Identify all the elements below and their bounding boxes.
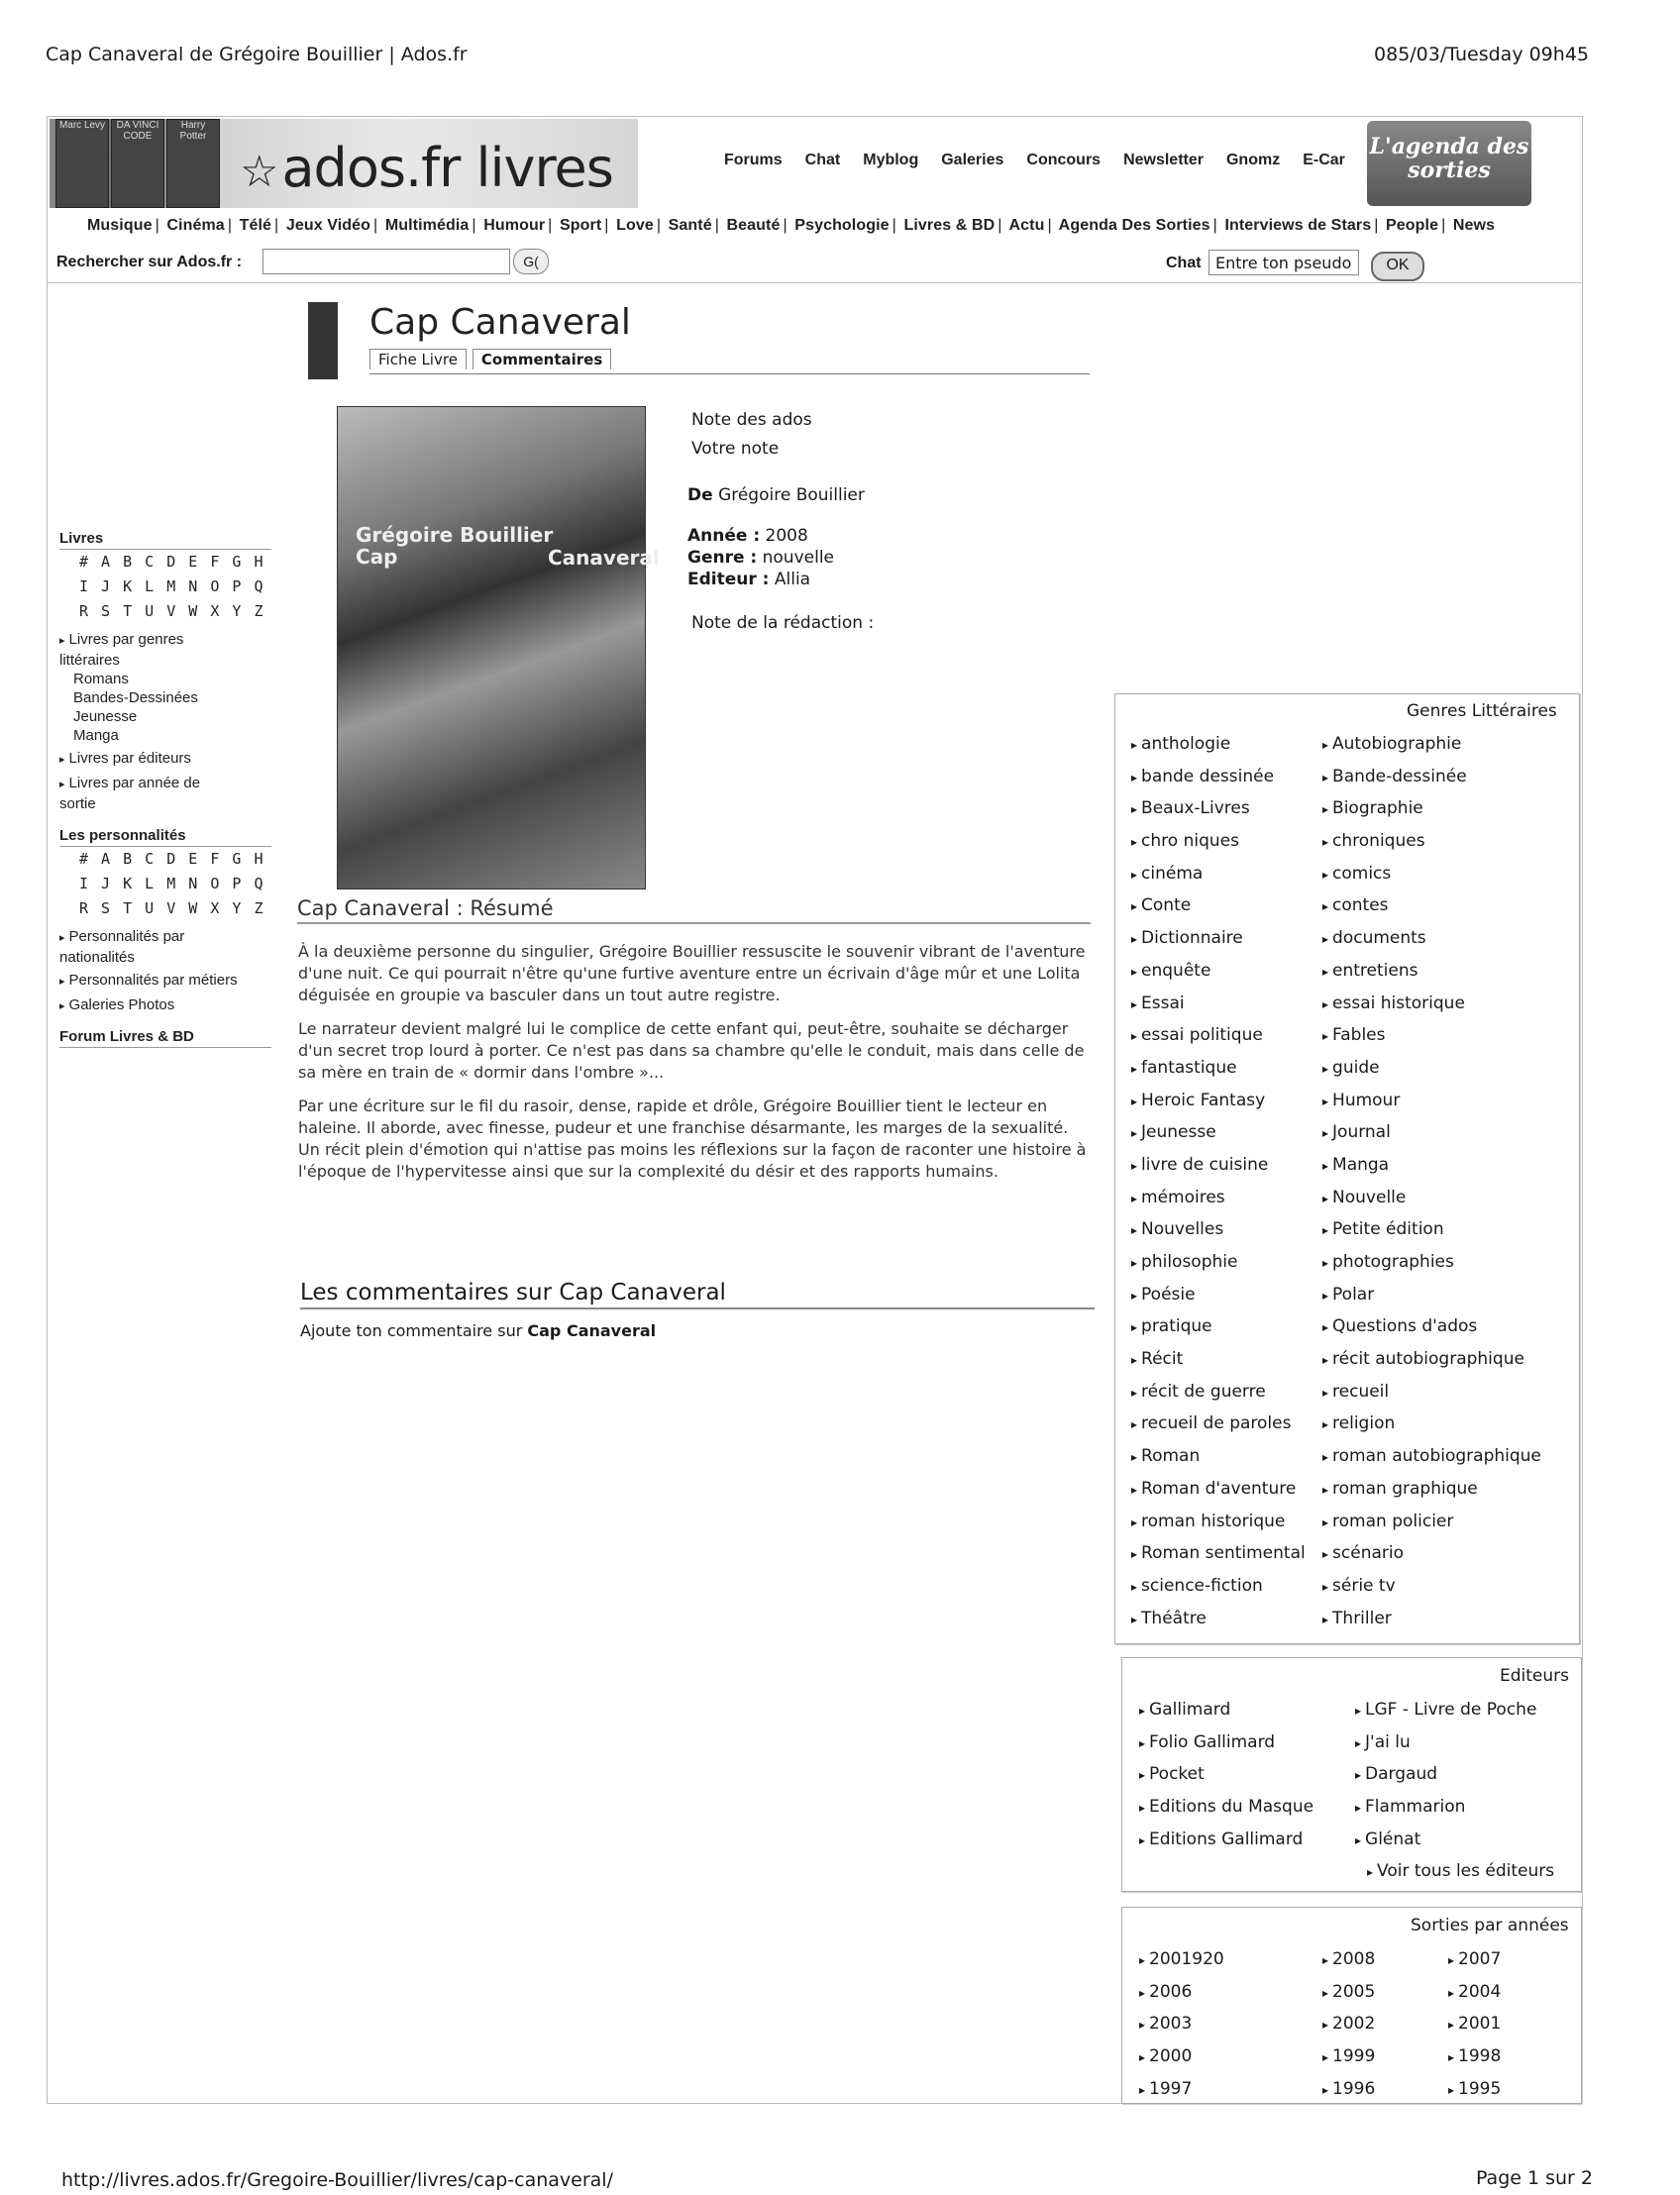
year-link[interactable]: ▸ 2007 — [1448, 1949, 1501, 1982]
genre-link[interactable]: ▸ contes — [1322, 895, 1541, 928]
cat-news[interactable]: News — [1452, 217, 1496, 234]
cat-cinema[interactable]: Cinéma — [166, 217, 225, 234]
sorties-title: Sorties par années — [1411, 1916, 1569, 1935]
genre-link[interactable]: ▸ livre de cuisine — [1131, 1155, 1306, 1188]
nav-chat[interactable]: Chat — [804, 152, 841, 168]
genre-link[interactable]: ▸ chroniques — [1322, 831, 1541, 864]
genre-link[interactable]: ▸ récit autobiographique — [1322, 1349, 1541, 1382]
genre-link[interactable]: ▸ Jeunesse — [1131, 1122, 1306, 1155]
cat-humour[interactable]: Humour — [483, 217, 546, 234]
genre-link[interactable]: ▸ pratique — [1131, 1316, 1306, 1349]
sidebar-personnalites-title[interactable]: Les personnalités — [59, 827, 271, 847]
sidebar-sub-jeunesse[interactable]: Jeunesse — [73, 708, 138, 725]
note-ados: Note des ados — [691, 410, 812, 430]
genre-link[interactable]: ▸ Thriller — [1322, 1609, 1541, 1641]
year-link[interactable]: ▸ 2002 — [1322, 2014, 1375, 2046]
genre-link[interactable]: ▸ essai politique — [1131, 1025, 1306, 1058]
nav-ecard[interactable]: E-Car — [1303, 152, 1345, 168]
genre-link[interactable]: ▸ documents — [1322, 928, 1541, 961]
genre-link[interactable]: ▸ Petite édition — [1322, 1219, 1541, 1252]
print-page-number: Page 1 sur 2 — [1475, 2167, 1593, 2189]
genres-title: Genres Littéraires — [1407, 701, 1557, 721]
genre-link[interactable]: ▸ guide — [1322, 1058, 1541, 1091]
alpha-index-personnalites[interactable]: # A B C D E F G H I J K L M N O P Q R S T U V W X Y Z — [79, 850, 265, 917]
genre-link[interactable]: ▸ religion — [1322, 1413, 1541, 1446]
genre-link[interactable]: ▸ Roman — [1131, 1446, 1306, 1479]
agenda-sorties-banner[interactable]: L'agenda des sorties — [1367, 121, 1531, 206]
print-title: Cap Canaveral de Grégoire Bouillier | Ados.fr — [46, 44, 468, 65]
genre-link[interactable]: ▸ recueil de paroles — [1131, 1413, 1306, 1446]
genre-link[interactable]: ▸ recueil — [1322, 1382, 1541, 1414]
genre-link[interactable]: ▸ Théâtre — [1131, 1609, 1306, 1641]
genre-link[interactable]: ▸ Essai — [1131, 993, 1306, 1026]
print-header — [46, 44, 1589, 65]
sidebar-forum-link[interactable]: Forum Livres & BD — [59, 1028, 271, 1048]
header-divider — [47, 282, 1581, 283]
print-datetime: 085/03/Tuesday 09h45 — [1374, 44, 1589, 65]
genre-link[interactable]: ▸ essai historique — [1322, 993, 1541, 1026]
editeurs-column-1 — [1139, 1700, 1313, 1861]
book-year: 2008 — [765, 526, 808, 546]
resume-title: Cap Canaveral : Résumé — [297, 896, 1091, 924]
cat-people[interactable]: People — [1386, 217, 1439, 234]
nav-newsletter[interactable]: Newsletter — [1123, 152, 1204, 168]
cover-author: Grégoire Bouillier Cap — [356, 523, 554, 569]
cat-love[interactable]: Love — [616, 217, 654, 234]
genres-column-2 — [1322, 734, 1541, 1640]
genres-column-1 — [1131, 734, 1306, 1640]
editeurs-title: Editeurs — [1500, 1666, 1570, 1686]
cat-agenda[interactable]: Agenda Des Sorties — [1058, 217, 1210, 234]
book-cover-image — [337, 406, 660, 889]
note-redaction: Note de la rédaction : — [691, 613, 875, 633]
genre-link[interactable]: ▸ roman graphique — [1322, 1479, 1541, 1512]
genre-link[interactable]: ▸ mémoires — [1131, 1188, 1306, 1220]
resume-text: À la deuxième personne du singulier, Grégoire Bouillier ressuscite le souvenir vibrant de l'aventure d'une nuit. Ce qui pourrait n'être qu'une furtive aventure entre un écrivain d'âge mûr et une Lolita déguisée en groupie va basculer dans un tout autre registre. Le narrateur devient malgré lui le complice de cette enfant qui, peut-être, souhaite se décharger d'un secret trop lourd à porter. Ce n'est pas dans sa chambre qu'elle le conduit, mais dans celle de sa mère en train de « dormir dans l'ombre »... Par une écriture sur le fil du rasoir, dense, rapide et drôle, Grégoire Bouillier tient le lecteur en haleine. Il aborde, avec finesse, pudeur et une franchise désarmante, les marges de la sexualité. Un récit plein d'émotion qui n'attise pas moins les réflexions sur la façon de raconter une histoire à l'époque de l'hypervitesse ainsi que sur la complexité du désir et des rapports humains. — [298, 942, 1087, 1181]
search-label: Rechercher sur Ados.fr : — [56, 254, 243, 270]
genre-link[interactable]: ▸ scénario — [1322, 1543, 1541, 1576]
sorties-column-2 — [1322, 1949, 1375, 2111]
genre-link[interactable]: ▸ Autobiographie — [1322, 734, 1541, 767]
genre-link[interactable]: ▸ bande dessinée — [1131, 767, 1306, 799]
editeur-link[interactable]: ▸ Folio Gallimard — [1139, 1732, 1313, 1765]
year-link[interactable]: ▸ 1996 — [1322, 2079, 1375, 2112]
print-url: http://livres.ados.fr/Gregoire-Bouillier/livres/cap-canaveral/ — [61, 2169, 613, 2191]
sidebar-link-genres[interactable]: ▸ Livres par genres littéraires — [59, 630, 228, 670]
genre-link[interactable]: ▸ Conte — [1131, 895, 1306, 928]
genre-link[interactable]: ▸ série tv — [1322, 1576, 1541, 1609]
alpha-index-livres[interactable]: # A B C D E F G H I J K L M N O P Q R S T U V W X Y Z — [79, 553, 265, 620]
genre-link[interactable]: ▸ cinéma — [1131, 864, 1306, 896]
editeur-link[interactable]: ▸ Editions du Masque — [1139, 1797, 1313, 1829]
genre-link[interactable]: ▸ Bande-dessinée — [1322, 767, 1541, 799]
sidebar-link-perso-metiers[interactable]: ▸ Personnalités par métiers — [59, 971, 271, 992]
sidebar-link-galeries[interactable]: ▸ Galeries Photos — [59, 995, 271, 1016]
title-divider — [369, 373, 1090, 374]
genre-link[interactable]: ▸ Récit — [1131, 1349, 1306, 1382]
year-link[interactable]: ▸ 1997 — [1139, 2079, 1224, 2112]
nav-galeries[interactable]: Galeries — [941, 152, 1004, 168]
search-go-button[interactable]: G( — [513, 249, 549, 274]
sidebar-sub-bd[interactable]: Bandes-Dessinées — [73, 689, 198, 706]
cat-multimedia[interactable]: Multimédia — [384, 217, 470, 234]
tab-fiche-livre[interactable]: Fiche Livre — [369, 349, 467, 369]
cat-psychologie[interactable]: Psychologie — [794, 217, 890, 234]
year-link[interactable]: ▸ 2000 — [1139, 2046, 1224, 2079]
genre-link[interactable]: ▸ Journal — [1322, 1122, 1541, 1155]
category-navigation: Musique | Cinéma | Télé | Jeux Vidéo | Multimédia | Humour | Sport | Love | Santé | Beauté | Psychologie | Livres & BD | Actu | Agenda Des Sorties | Interviews de Stars | People | News — [87, 217, 1496, 234]
year-link[interactable]: ▸ 1995 — [1448, 2079, 1501, 2112]
genre-link[interactable]: ▸ anthologie — [1131, 734, 1306, 767]
book-thumbnail — [308, 302, 338, 379]
sidebar-link-editeurs[interactable]: ▸ Livres par éditeurs — [59, 749, 271, 770]
year-link[interactable]: ▸ 2005 — [1322, 1982, 1375, 2015]
genre-link[interactable]: ▸ philosophie — [1131, 1252, 1306, 1285]
chat-label: Chat — [1166, 255, 1202, 271]
genre-link[interactable]: ▸ Biographie — [1322, 798, 1541, 831]
cat-interviews[interactable]: Interviews de Stars — [1224, 217, 1372, 234]
sidebar-sub-manga[interactable]: Manga — [73, 727, 119, 744]
votre-note[interactable]: Votre note — [691, 439, 780, 459]
genre-link[interactable]: ▸ Heroic Fantasy — [1131, 1091, 1306, 1123]
chat-pseudo-input[interactable]: Entre ton pseudo — [1208, 250, 1359, 275]
genre-link[interactable]: ▸ Manga — [1322, 1155, 1541, 1188]
year-link[interactable]: ▸ 2004 — [1448, 1982, 1501, 2015]
cat-sante[interactable]: Santé — [668, 217, 712, 234]
genre-link[interactable]: ▸ récit de guerre — [1131, 1382, 1306, 1414]
year-link[interactable]: ▸ 1998 — [1448, 2046, 1501, 2079]
cat-beaute[interactable]: Beauté — [726, 217, 781, 234]
genre-link[interactable]: ▸ roman policier — [1322, 1512, 1541, 1544]
genre-link[interactable]: ▸ Poésie — [1131, 1285, 1306, 1317]
cover-title: Canaveral — [548, 546, 660, 570]
editeur-link[interactable]: ▸ Editions Gallimard — [1139, 1829, 1313, 1862]
genre-link[interactable]: ▸ Roman d'aventure — [1131, 1479, 1306, 1512]
book-tabs — [369, 349, 611, 369]
year-link[interactable]: ▸ 2003 — [1139, 2014, 1224, 2046]
editeurs-column-2 — [1355, 1700, 1536, 1861]
editeur-link[interactable]: ▸ Flammarion — [1355, 1797, 1536, 1829]
banner-book-thumbnail: Marc Levy — [55, 119, 109, 208]
genre-link[interactable]: ▸ comics — [1322, 864, 1541, 896]
cat-jeux-video[interactable]: Jeux Vidéo — [285, 217, 371, 234]
search-input[interactable] — [262, 249, 510, 274]
year-link[interactable]: ▸ 2008 — [1322, 1949, 1375, 1982]
book-genre: nouvelle — [762, 548, 834, 568]
genre-link[interactable]: ▸ Questions d'ados — [1322, 1316, 1541, 1349]
book-details: Année : 2008 Genre : nouvelle Editeur : Allia — [687, 526, 834, 589]
nav-forums[interactable]: Forums — [724, 152, 783, 168]
comments-title: Les commentaires sur Cap Canaveral — [300, 1280, 1095, 1309]
page-title: Cap Canaveral — [369, 302, 631, 343]
genre-link[interactable]: ▸ Dictionnaire — [1131, 928, 1306, 961]
genre-link[interactable]: ▸ enquête — [1131, 961, 1306, 993]
genre-link[interactable]: ▸ Nouvelle — [1322, 1188, 1541, 1220]
genre-link[interactable]: ▸ entretiens — [1322, 961, 1541, 993]
nav-gnomz[interactable]: Gnomz — [1225, 152, 1281, 168]
genre-link[interactable]: ▸ photographies — [1322, 1252, 1541, 1285]
nav-myblog[interactable]: Myblog — [863, 152, 919, 168]
star-icon: ☆ — [240, 147, 278, 197]
genre-link[interactable]: ▸ roman historique — [1131, 1512, 1306, 1544]
sidebar-sub-romans[interactable]: Romans — [73, 671, 129, 687]
sorties-column-1 — [1139, 1949, 1224, 2111]
genre-link[interactable]: ▸ Nouvelles — [1131, 1219, 1306, 1252]
genre-link[interactable]: ▸ Fables — [1322, 1025, 1541, 1058]
voir-tous-editeurs-link[interactable]: ▸ Voir tous les éditeurs — [1367, 1861, 1554, 1894]
cat-tele[interactable]: Télé — [239, 217, 272, 234]
cat-actu[interactable]: Actu — [1008, 217, 1045, 234]
top-navigation — [724, 152, 1345, 169]
editeur-link[interactable]: ▸ J'ai lu — [1355, 1732, 1536, 1765]
editeur-link[interactable]: ▸ Dargaud — [1355, 1764, 1536, 1797]
year-link[interactable]: ▸ 2001 — [1448, 2014, 1501, 2046]
cat-livres-bd[interactable]: Livres & BD — [903, 217, 996, 234]
year-link[interactable]: ▸ 1999 — [1322, 2046, 1375, 2079]
site-logo[interactable]: ☆ados.fr livres — [240, 137, 613, 199]
genre-link[interactable]: ▸ Roman sentimental — [1131, 1543, 1306, 1576]
chat-ok-button[interactable]: OK — [1371, 252, 1424, 281]
editeur-link[interactable]: ▸ Pocket — [1139, 1764, 1313, 1797]
book-author: De Grégoire Bouillier — [687, 485, 865, 505]
banner-book-thumbnail: Harry Potter — [166, 119, 220, 208]
tab-commentaires[interactable]: Commentaires — [472, 349, 611, 369]
sidebar-livres-title[interactable]: Livres — [59, 530, 271, 550]
genre-link[interactable]: ▸ science-fiction — [1131, 1576, 1306, 1609]
sidebar-link-perso-nationalites[interactable]: ▸ Personnalités par nationalités — [59, 927, 228, 967]
book-publisher: Allia — [774, 570, 811, 589]
genre-link[interactable]: ▸ Beaux-Livres — [1131, 798, 1306, 831]
editeur-link[interactable]: ▸ LGF - Livre de Poche — [1355, 1700, 1536, 1732]
genre-link[interactable]: ▸ chro niques — [1131, 831, 1306, 864]
sidebar-link-annee[interactable]: ▸ Livres par année de sortie — [59, 774, 238, 813]
genre-link[interactable]: ▸ Humour — [1322, 1091, 1541, 1123]
cat-musique[interactable]: Musique — [87, 217, 153, 234]
genre-link[interactable]: ▸ Polar — [1322, 1285, 1541, 1317]
genre-link[interactable]: ▸ fantastique — [1131, 1058, 1306, 1091]
cat-sport[interactable]: Sport — [559, 217, 602, 234]
year-link[interactable]: ▸ 2001920 — [1139, 1949, 1224, 1982]
banner-book-thumbnail: DA VINCI CODE — [111, 119, 164, 208]
sorties-column-3 — [1448, 1949, 1501, 2111]
genre-link[interactable]: ▸ roman autobiographique — [1322, 1446, 1541, 1479]
editeur-link[interactable]: ▸ Glénat — [1355, 1829, 1536, 1862]
editeur-link[interactable]: ▸ Gallimard — [1139, 1700, 1313, 1732]
year-link[interactable]: ▸ 2006 — [1139, 1982, 1224, 2015]
nav-concours[interactable]: Concours — [1026, 152, 1102, 168]
add-comment-link[interactable]: Ajoute ton commentaire sur Cap Canaveral — [300, 1321, 657, 1340]
sidebar-livres — [59, 530, 271, 1048]
